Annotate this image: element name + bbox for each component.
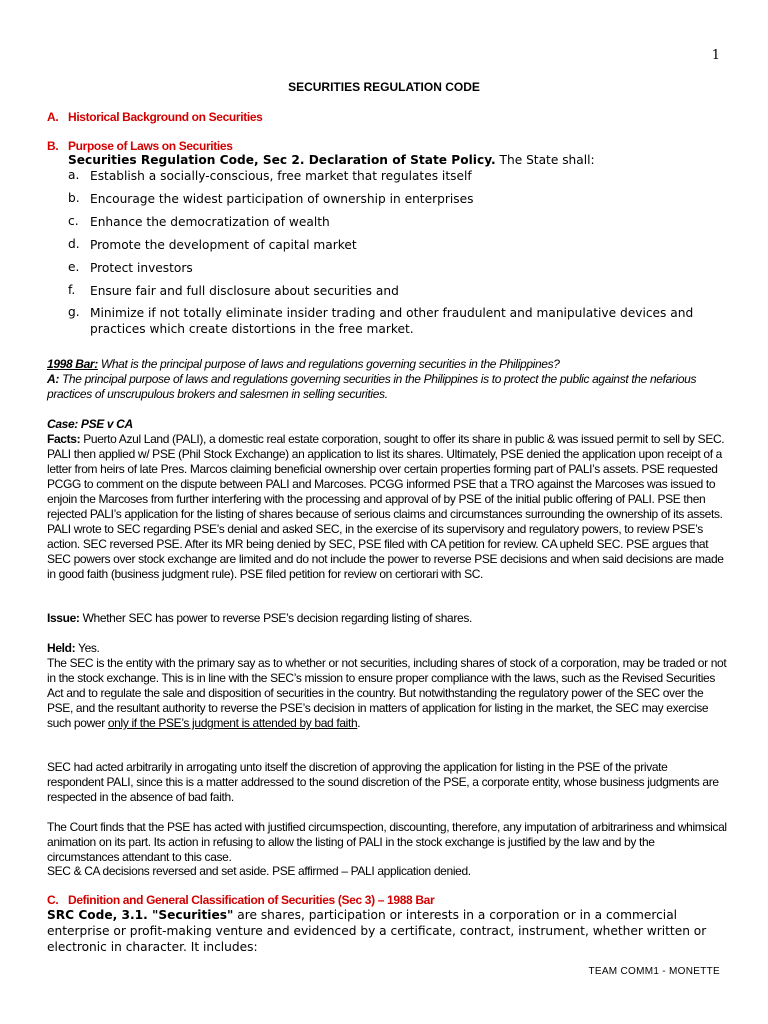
page-number: 1 [711, 48, 720, 63]
policy-item [68, 168, 740, 184]
issue-label: Issue: [47, 611, 80, 625]
src-sec2-bold: Securities Regulation Code, Sec 2. Declaration of State Policy. [68, 153, 496, 167]
policy-item-letter: c. [68, 214, 79, 228]
policy-item [68, 237, 740, 253]
policy-item-text: Ensure fair and full disclosure about securities and [90, 284, 399, 298]
bar-1998-question [47, 357, 727, 372]
policy-item-letter: f. [68, 283, 76, 297]
case-held [47, 641, 727, 656]
bar-1998-label: 1998 Bar: [47, 357, 98, 371]
src-sec3-bold: SRC Code, 3.1. "Securities" [47, 908, 234, 922]
section-c-letter: C. [47, 893, 59, 907]
src-sec3-paragraph [47, 907, 727, 955]
held-paragraph-4: SEC & CA decisions reversed and set aside. PSE affirmed – PALI application denied. [47, 864, 471, 878]
policy-item [68, 305, 740, 337]
src-sec3-rest: are shares, participation or interests in a corporation or in a commercial enterprise or profit-making venture and evidenced by a certificate, contract, instrument, whether written or electronic in character. It includes: [47, 908, 707, 954]
facts-text: Puerto Azul Land (PALI), a domestic real estate corporation, sought to offer its share in public & was issued permit to sell by SEC. PALI then applied w/ PSE (Phil Stock Exchange) an application to list its shares. Ultimately, PSE denied the application upon receipt of a letter from heirs of late Pres. Marcos claiming beneficial ownership over certain properties forming part of PALI’s assets. PSE requested PCGG to comment on the dispute between PALI and Marcoses. PCGG informed PSE that a TRO against the Marcoses was issued to enjoin the Marcoses from further interfering with the processing and approval of by PSE of the initial public offering of PALI. PSE then rejected PALI’s application for the listing of shares because of serious claims and circumstances surrounding the ownership of its assets. PALI wrote to SEC regarding PSE’s denial and asked SEC, in the exercise of its supervisory and regulatory powers, to review PSE’s action. SEC reversed PSE. After its MR being denied by SEC, PSE filed with CA petition for review. CA upheld SEC. PSE argues that SEC powers over stock exchange are limited and do not include the power to reverse PSE decisions and when said decisions are made in good faith (business judgment rule). PSE filed petition for review on certiorari with SC. [47, 432, 725, 581]
policy-item-text: Protect investors [90, 261, 193, 275]
bar-1998-question-text: What is the principal purpose of laws and regulations governing securities in the Philippines? [97, 357, 560, 371]
section-b-letter: B. [47, 139, 59, 153]
held-paragraph-2: SEC had acted arbitrarily in arrogating unto itself the discretion of approving the application for listing in the PSE of the private respondent PALI, since this is a matter addressed to the sound discretion of the PSE, a corporate entity, whose business judgments are respected in the absence of bad faith. [47, 760, 719, 804]
policy-item-text: Establish a socially-conscious, free market that regulates itself [90, 169, 472, 183]
policy-item-text: Minimize if not totally eliminate insider trading and other fraudulent and manipulative devices and practices which create distortions in the free market. [90, 306, 694, 336]
section-b-heading [47, 139, 233, 154]
document-title: SECURITIES REGULATION CODE [288, 80, 480, 94]
policy-item-letter: e. [68, 260, 80, 274]
bar-1998-answer-text: The principal purpose of laws and regulations governing securities in the Philippines is to protect the public against the nefarious practices of unscrupulous brokers and salesmen in selling securities. [47, 372, 697, 401]
case-issue [47, 611, 727, 626]
section-c-heading [47, 893, 434, 908]
policy-item-letter: g. [68, 305, 80, 319]
src-sec2-line [68, 153, 595, 167]
bar-1998-answer [47, 372, 727, 402]
section-a-title: Historical Background on Securities [68, 110, 263, 124]
held-answer: Yes. [75, 641, 100, 655]
case-title: Case: PSE v CA [47, 417, 133, 431]
case-facts [47, 432, 727, 582]
policy-item-text: Encourage the widest participation of ownership in enterprises [90, 192, 474, 206]
section-b-title: Purpose of Laws on Securities [68, 139, 233, 153]
policy-item-letter: d. [68, 237, 80, 251]
policy-item-letter: a. [68, 168, 80, 182]
policy-item-text: Enhance the democratization of wealth [90, 215, 330, 229]
facts-label: Facts: [47, 432, 81, 446]
section-c-title: Definition and General Classification of Securities (Sec 3) – 1988 Bar [68, 893, 435, 907]
src-sec2-rest: The State shall: [495, 153, 595, 167]
held-paragraph-1 [47, 656, 727, 731]
held-paragraph-3: The Court finds that the PSE has acted with justified circumspection, discounting, therefore, any imputation of arbitrariness and whimsical animation on its part. Its action in refusing to allow the listing of PALI in the stock exchange is justified by the law and by the circumstances attendant to this case. [47, 820, 727, 864]
held-p1-text: The SEC is the entity with the primary say as to whether or not securities, including shares of stock of a corporation, may be traded or not in the stock exchange. This is in line with the SEC’s mission to ensure proper compliance with the laws, such as the Revised Securities Act and to regulate the sale and disposition of securities in the country. But notwithstanding the regulatory power of the SEC over the PSE, and the resultant authority to reverse the PSE’s decision in matters of application for listing in the market, the SEC may exercise such power [47, 656, 727, 730]
held-p1-end: . [357, 716, 361, 730]
issue-text: Whether SEC has power to reverse PSE’s decision regarding listing of shares. [79, 611, 472, 625]
policy-item [68, 214, 740, 230]
policy-item [68, 260, 740, 276]
section-a-letter: A. [47, 110, 59, 124]
bar-1998-answer-label: A: [47, 372, 59, 386]
page-footer: TEAM COMM1 - MONETTE [588, 966, 720, 977]
policy-item-text: Promote the development of capital market [90, 238, 357, 252]
section-a-heading [47, 110, 262, 125]
policy-item-letter: b. [68, 191, 80, 205]
policy-item [68, 191, 740, 207]
policy-item [68, 283, 740, 299]
held-p1-underline: only if the PSE’s judgment is attended by bad faith [107, 716, 358, 730]
held-label: Held: [47, 641, 76, 655]
